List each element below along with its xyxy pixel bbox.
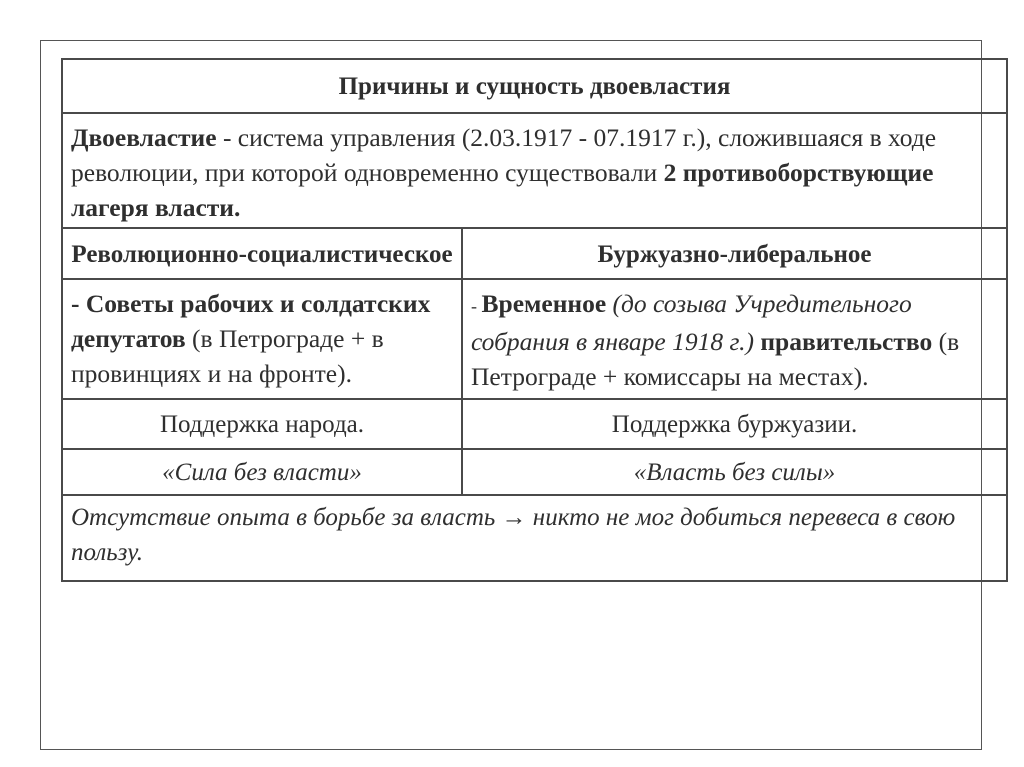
slogan-left: «Сила без власти»: [62, 449, 462, 495]
body-row: [62, 279, 1007, 399]
left-body-bold: - Советы рабочих и солдатских депутатов: [71, 289, 431, 353]
left-body-text: (в Петрограде + в провинциях и на фронте).: [71, 324, 384, 388]
slogan-right: «Власть без силы»: [462, 449, 1007, 495]
table-title: Причины и сущность двоевластия: [62, 59, 1007, 113]
conclusion-text: Отсутствие опыта в борьбе за власть → никто не мог добиться перевеса в свою пользу.: [62, 495, 1007, 581]
right-column-header: Буржуазно-либеральное: [462, 228, 1007, 279]
column-header-row: [62, 228, 1007, 279]
right-body-bold2: правительство: [760, 327, 933, 356]
definition-bold: 2 противоборствующие лагеря власти.: [71, 158, 934, 222]
definition-text: - система управления (2.03.1917 - 07.1917 г.), сложившаяся в ходе революции, при которой одновременно существовали: [71, 123, 937, 187]
right-body-italic: (до созыва Учредительного собрания в январе 1918 г.): [471, 289, 912, 356]
left-column-header: Революционно-социалистическое: [62, 228, 462, 279]
definition-cell: [62, 113, 1007, 228]
title-row: [62, 59, 1007, 113]
conclusion-row: [62, 495, 1007, 581]
dual-power-table: [61, 58, 1008, 582]
left-body-cell: [62, 279, 462, 399]
definition-row: [62, 113, 1007, 228]
slogan-row: [62, 449, 1007, 495]
support-row: [62, 399, 1007, 449]
support-left: Поддержка народа.: [62, 399, 462, 449]
right-body-bold1: Временное: [481, 289, 607, 318]
right-body-text: (в Петрограде + комиссары на местах).: [471, 327, 960, 391]
right-body-cell: [462, 279, 1007, 399]
right-body-dash: -: [471, 296, 482, 316]
support-right: Поддержка буржуазии.: [462, 399, 1007, 449]
definition-term: Двоевластие: [71, 123, 217, 152]
